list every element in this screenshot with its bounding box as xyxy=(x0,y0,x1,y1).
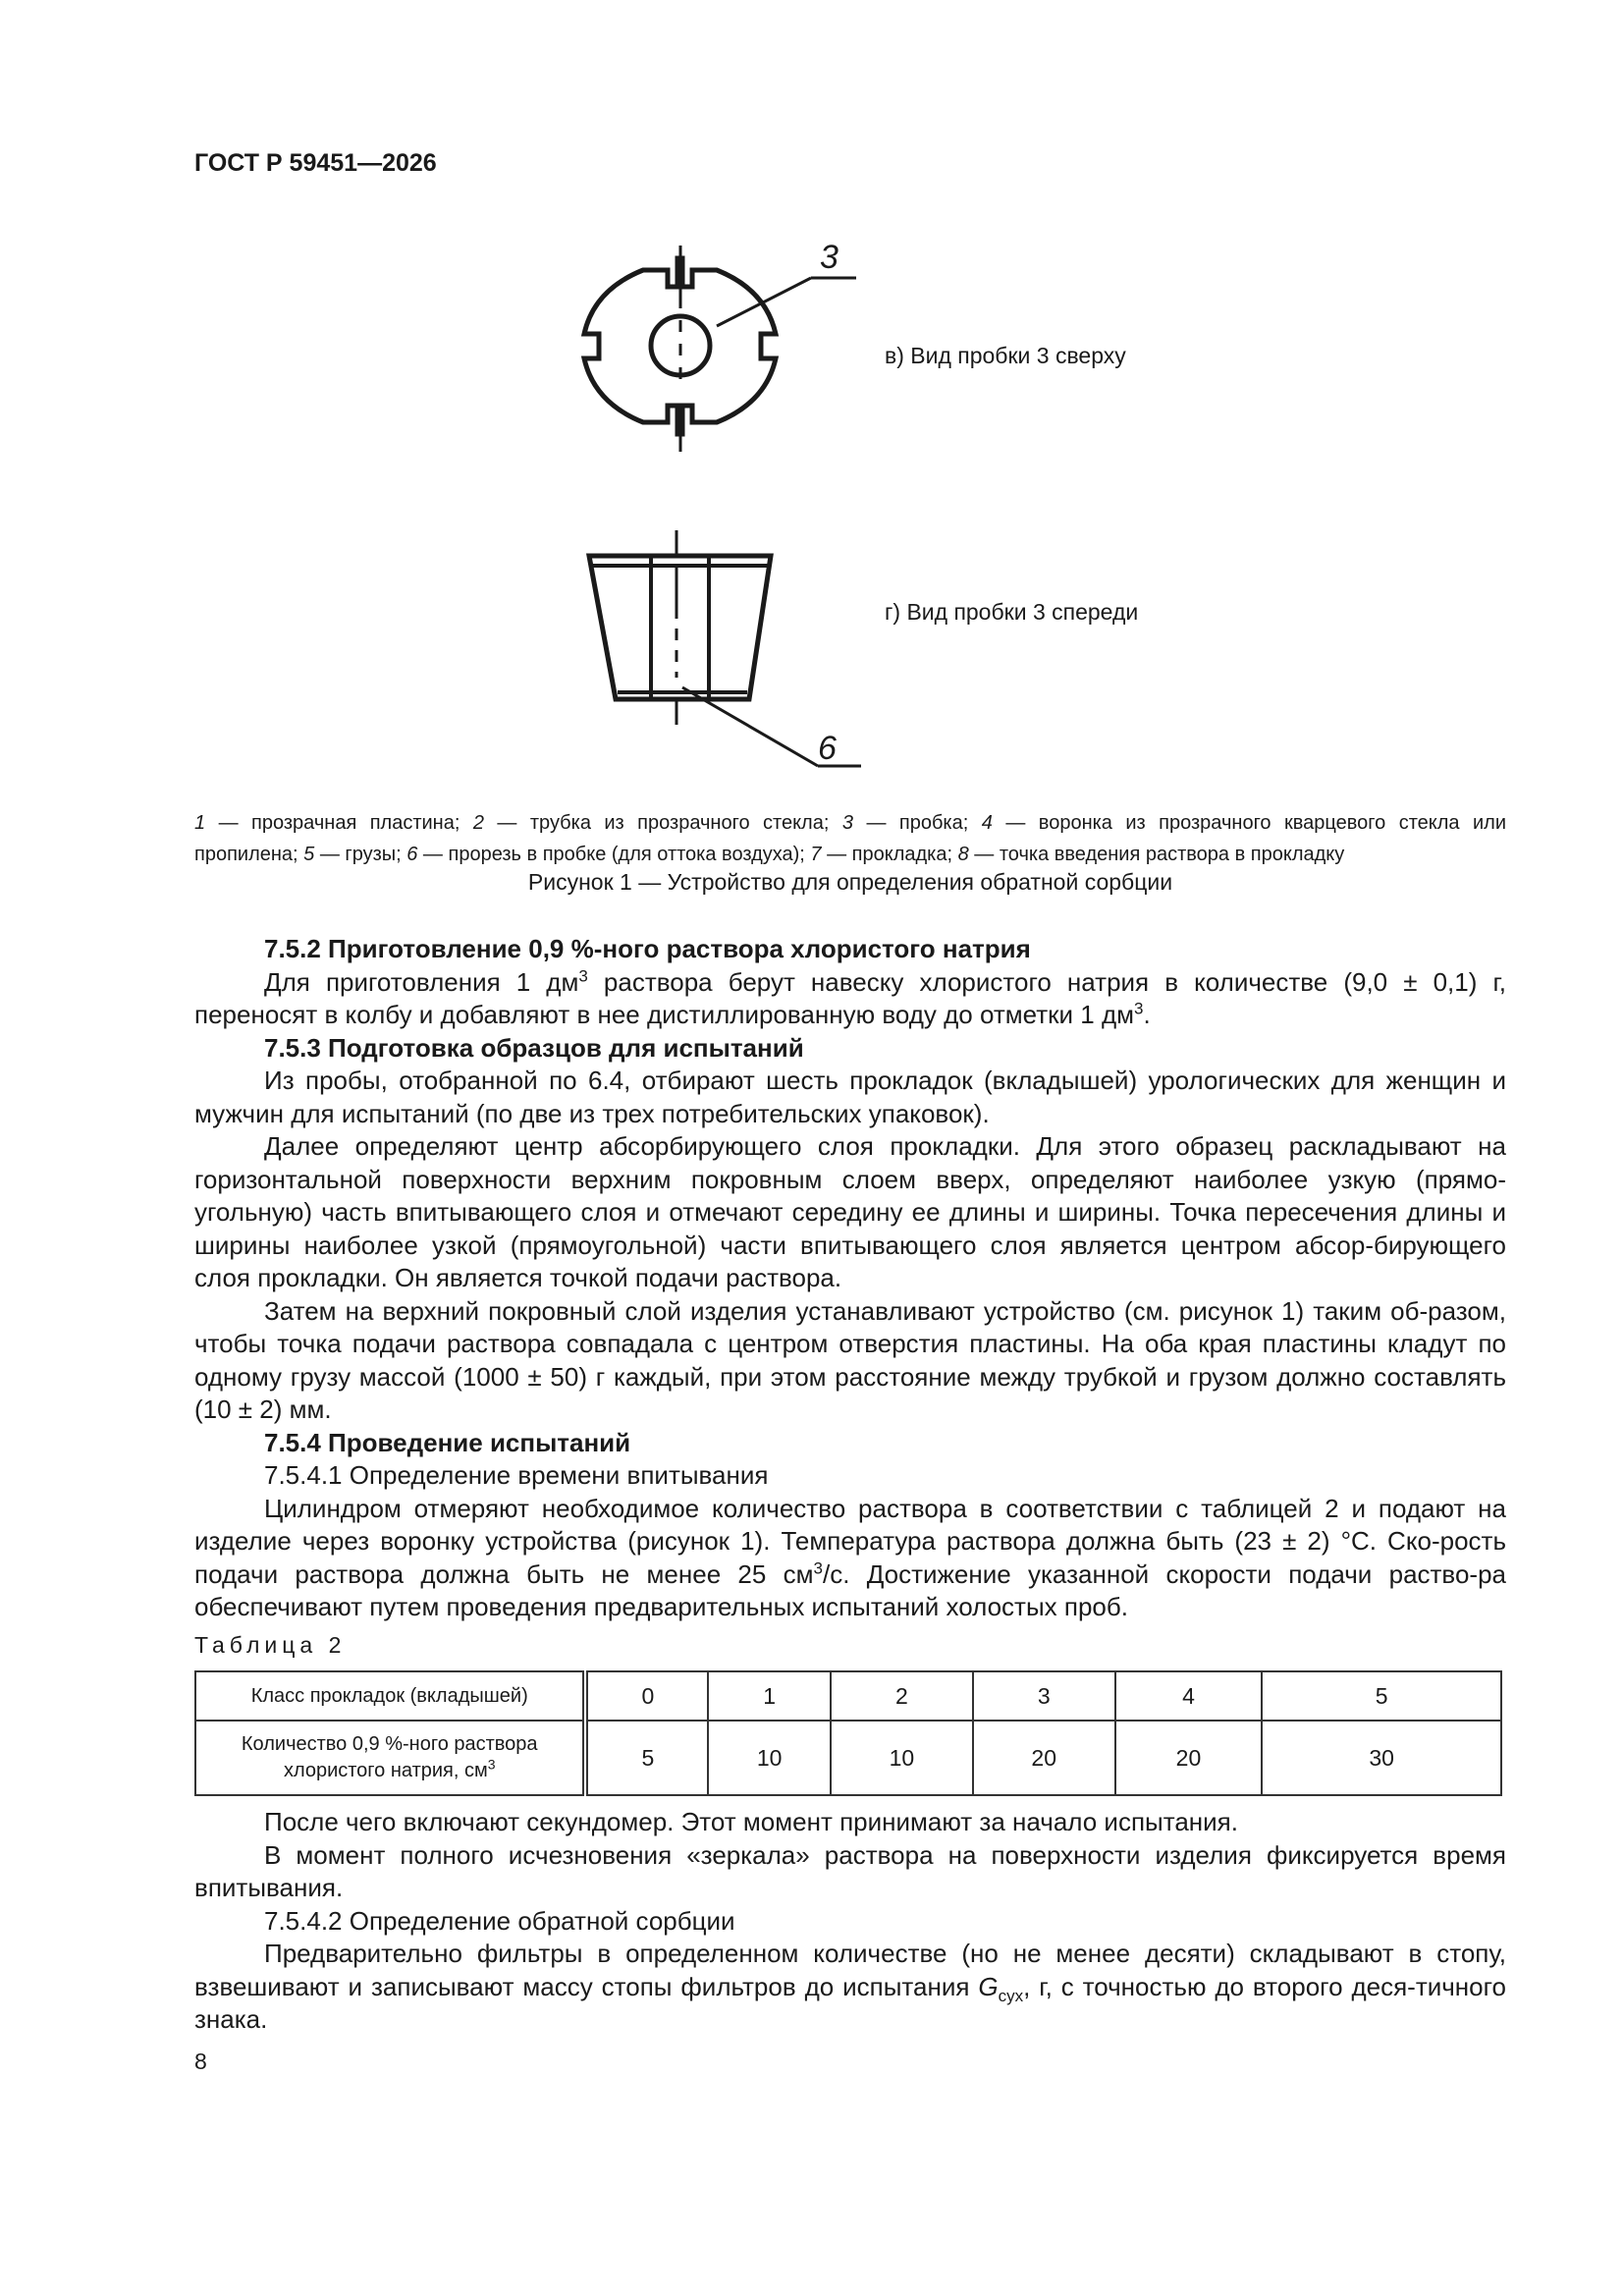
legend-text: — прокладка; xyxy=(821,844,958,865)
figure-label-6: 6 xyxy=(818,730,837,767)
legend-text: — прорезь в пробке (для оттока воздуха); xyxy=(417,844,811,865)
legend-line-2 xyxy=(194,839,1506,870)
plug-front-view-drawing xyxy=(574,530,889,776)
legend-number: 3 xyxy=(841,812,853,834)
paragraph-7-5-2: Для приготовления 1 $дм^3$ раствора берут навеску хлористого натрия в количестве (9,0 ± 0,1) г, переносят в колбу и добавляют в нее дистиллированную воду до отметки 1 $дм^3$. xyxy=(194,965,1506,1029)
legend-text: — трубка из прозрачного стекла; xyxy=(483,812,842,834)
table-cell: 2 xyxy=(831,1671,973,1721)
legend-text: — прозрачная пластина; xyxy=(205,812,473,834)
document-header: ГОСТ Р 59451—2026 xyxy=(194,149,437,177)
section-heading-7-5-3: 7.5.3 Подготовка образцов для испытаний xyxy=(264,1032,804,1063)
body-text-lower xyxy=(194,1806,1506,2037)
table-cell: 1 xyxy=(708,1671,831,1721)
paragraph-after-table-2: В момент полного исчезновения «зеркала» раствора на поверхности изделия фиксируется время впитывания. xyxy=(194,1839,1506,1902)
table-cell: 20 xyxy=(973,1721,1115,1795)
figure-label-3: 3 xyxy=(820,239,839,276)
legend-number: 1 xyxy=(194,812,206,834)
legend-number: 4 xyxy=(981,812,993,834)
legend-number: 6 xyxy=(406,844,418,865)
table-row xyxy=(195,1671,1501,1721)
table-cell: 20 xyxy=(1115,1721,1263,1795)
legend-number: 5 xyxy=(303,844,315,865)
caption-top-view: в) Вид пробки 3 сверху xyxy=(885,343,1126,368)
legend-number: 2 xyxy=(472,812,484,834)
figure-title: Рисунок 1 — Устройство для определения обратной сорбции xyxy=(527,869,1173,895)
legend-number: 8 xyxy=(957,844,969,865)
table-cell: 5 xyxy=(1262,1671,1501,1721)
table-cell: 10 xyxy=(831,1721,973,1795)
table-cell: 3 xyxy=(973,1671,1115,1721)
table-row xyxy=(195,1721,1501,1795)
paragraph-7-5-4-1: Цилиндром отмеряют необходимое количество раствора в соответствии с таблицей 2 и подают на изделие через воронку устройства (рисунок 1). Температура раствора должна быть (23 ± 2) °С. Ско-рость подачи раствора должна быть не менее 25 $см^3/с$. Достижение указанной скорости подачи раство-ра обеспечивают путем проведения предварительных испытаний холостых проб. xyxy=(194,1493,1506,1621)
table-cell: 0 xyxy=(585,1671,708,1721)
paragraph-7-5-3-1: Из пробы, отобранной по 6.4, отбирают шесть прокладок (вкладышей) урологических для женщин и мужчин для испытаний (по две из трех потребительских упаковок). xyxy=(194,1066,1506,1128)
legend-number: 7 xyxy=(810,844,822,865)
table-label: Таблица 2 xyxy=(194,1632,347,1658)
table-cell: 30 xyxy=(1262,1721,1501,1795)
table-2 xyxy=(194,1670,1502,1796)
paragraph-7-5-3-3: Затем на верхний покровный слой изделия устанавливают устройство (см. рисунок 1) таким об-разом, чтобы точка подачи раствора совпадала с центром отверстия пластины. На оба края пластины кладут по одному грузу массой (1000 ± 50) г каждый, при этом расстояние между трубкой и грузом должно составлять (10 ± 2) мм. xyxy=(194,1295,1506,1424)
legend-text: — пробка; xyxy=(853,812,982,834)
table-cell: 10 xyxy=(708,1721,831,1795)
legend-text: пропилена; xyxy=(194,844,304,865)
paragraph-7-5-3-2: Далее определяют центр абсорбирующего слоя прокладки. Для этого образец раскладывают на горизонтальной поверхности верхним покровным слоем вверх, определяют наиболее узкую (прямо-угольную) часть впитывающего слоя и отмечают середину ее длины и ширины. Точка пересечения длины и ширины наиболее узкой (прямоугольной) части впитывающего слоя является центром абсор-бирующего слоя прокладки. Он является точкой подачи раствора. xyxy=(194,1131,1506,1292)
table-row-header: Количество 0,9 %-ного раствора хлористого натрия, $см^3$ xyxy=(195,1721,585,1795)
legend-text: — грузы; xyxy=(314,844,407,865)
section-heading-7-5-4: 7.5.4 Проведение испытаний xyxy=(264,1427,631,1457)
paragraph-7-5-4-2: Предварительно фильтры в определенном количестве (но не менее десяти) складывают в стопу, взвешивают и записывают массу стопы фильтров до испытания $G_{сух}$, г, с точностью до второго деся-тичного знака. xyxy=(194,1939,1506,2034)
table-cell: 4 xyxy=(1115,1671,1263,1721)
section-heading-7-5-2: 7.5.2 Приготовление 0,9 %-ного раствора хлористого натрия xyxy=(264,934,1031,963)
legend-line-1 xyxy=(194,807,1506,839)
figure-legend xyxy=(194,807,1506,870)
table-row-header: Класс прокладок (вкладышей) xyxy=(195,1671,585,1721)
legend-text: — воронка из прозрачного кварцевого стекла или xyxy=(992,812,1507,834)
page-number: 8 xyxy=(194,2049,207,2074)
caption-front-view: г) Вид пробки 3 спереди xyxy=(885,599,1139,625)
subsection-heading-7-5-4-2: 7.5.4.2 Определение обратной сорбции xyxy=(264,1905,735,1936)
subsection-heading-7-5-4-1: 7.5.4.1 Определение времени впитывания xyxy=(264,1460,769,1490)
table-cell: 5 xyxy=(585,1721,708,1795)
paragraph-after-table-1: После чего включают секундомер. Этот момент принимают за начало испытания. xyxy=(264,1807,1238,1836)
legend-text: — точка введения раствора в прокладку xyxy=(968,844,1345,865)
body-text-upper xyxy=(194,933,1506,1624)
